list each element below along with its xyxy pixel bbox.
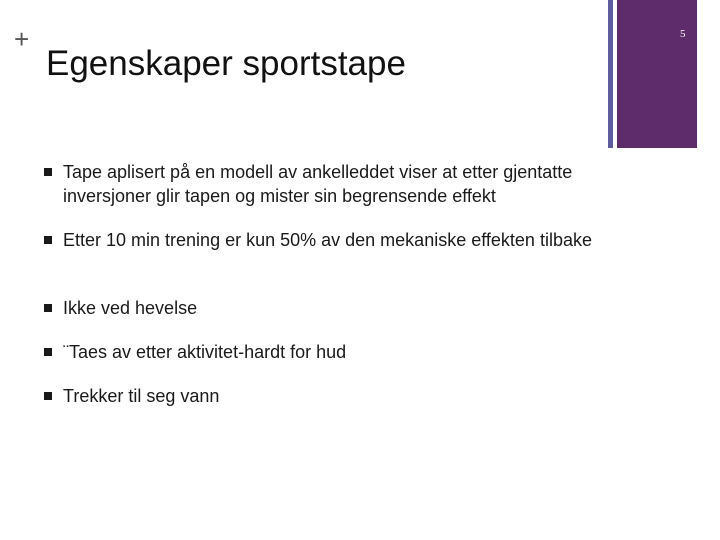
bullet-text: Etter 10 min trening er kun 50% av den mekaniske effekten tilbake bbox=[63, 230, 592, 250]
list-item bbox=[44, 160, 663, 208]
list-item bbox=[44, 340, 346, 364]
list-item bbox=[44, 228, 643, 252]
bullet-square-icon bbox=[44, 168, 52, 176]
list-item bbox=[44, 296, 197, 320]
bullet-text: Trekker til seg vann bbox=[63, 386, 220, 406]
accent-stripe-thin bbox=[608, 0, 613, 148]
bullet-square-icon bbox=[44, 236, 52, 244]
bullet-square-icon bbox=[44, 304, 52, 312]
bullet-square-icon bbox=[44, 348, 52, 356]
bullet-text: ¨Taes av etter aktivitet-hardt for hud bbox=[63, 342, 347, 362]
list-item bbox=[44, 384, 219, 408]
accent-bar bbox=[617, 0, 697, 148]
slide-number: 5 bbox=[680, 28, 686, 40]
slide-title: Egenskaper sportstape bbox=[46, 44, 406, 83]
bullet-square-icon bbox=[44, 392, 52, 400]
plus-icon: + bbox=[14, 24, 30, 54]
bullet-text: Ikke ved hevelse bbox=[63, 298, 198, 318]
bullet-text: Tape aplisert på en modell av ankelleddet viser at etter gjentatte inversjoner glir tapen og mister sin begrensende effekt bbox=[63, 162, 573, 206]
